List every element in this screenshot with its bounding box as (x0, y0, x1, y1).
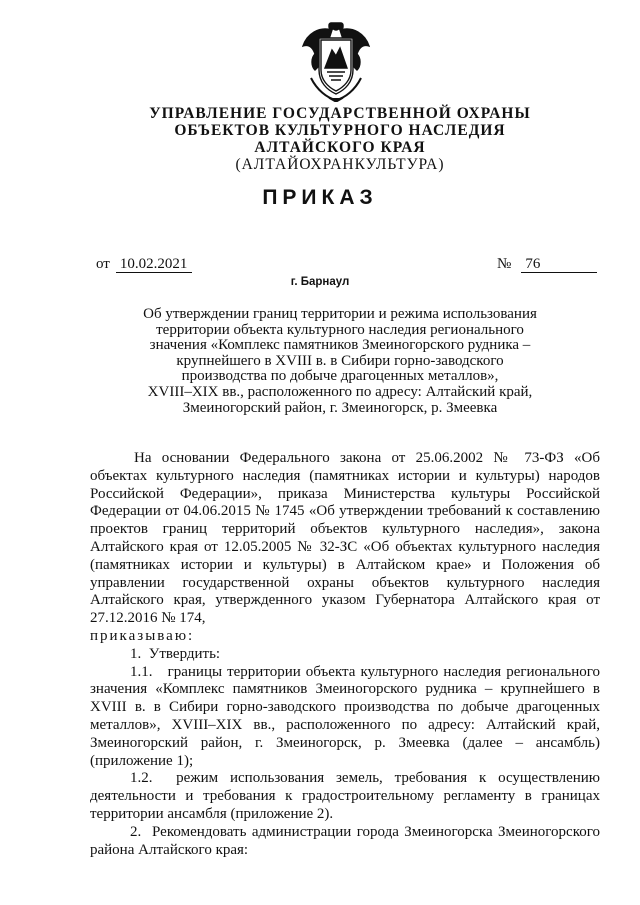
basis-paragraph: На основании Федерального закона от 25.06.2002 № 73-ФЗ «Об объектах культурного наследия (памятниках истории и культуры) народов Российской Федерации», приказа Министерства культуры Российской Федерации от 04.06.2015 № 1745 «Об утверждении требований к составлению проектов границ территорий объектов культурного наследия», закона Алтайского края от 12.05.2005 № 32-ЗС «Об объектах культурного наследия (памятниках истории и культуры) в Алтайском крае» и Положения об управлении государственной охраны объектов культурного наследия Алтайского края, утвержденного указом Губернатора Алтайского края от 27.12.2016 № 174, (90, 450, 600, 627)
item-2: 2. Рекомендовать администрации города Змеиногорска Змеиногорского района Алтайского края: (90, 823, 600, 858)
date-prefix: от (96, 256, 110, 272)
subject-line: территории объекта культурного наследия регионального (156, 321, 524, 338)
subject-line: значения «Комплекс памятников Змеиногорского рудника – (149, 337, 531, 354)
org-line: ОБЪЕКТОВ КУЛЬТУРНОГО НАСЛЕДИЯ (174, 122, 506, 139)
coat-of-arms-emblem (299, 18, 373, 102)
document-body (90, 450, 600, 859)
date-field (96, 256, 192, 273)
subject-line: XVIII–XIX вв., расположенного по адресу: Алтайский край, (147, 383, 533, 400)
number-value: 76 (521, 257, 597, 273)
org-line: УПРАВЛЕНИЕ ГОСУДАРСТВЕННОЙ ОХРАНЫ (149, 105, 531, 122)
organization-name (90, 105, 590, 173)
number-field (497, 256, 597, 273)
item-1-1: 1.1. границы территории объекта культурного наследия регионального значения «Комплекс памятников Змеиногорского рудника – крупнейшего в XVIII в. в Сибири горно-заводского производства по добыче драгоценных металлов», XVIII–XIX вв., расположенного по адресу: Алтайский край, Змеиногорский район, г. Змеиногорск, р. Змеевка (далее – ансамбль) (приложение 1); (90, 663, 600, 769)
decree-word: приказываю: (90, 627, 195, 644)
date-value: 10.02.2021 (116, 257, 192, 273)
subject-line: крупнейшего в XVIII в. в Сибири горно-заводского (176, 352, 504, 369)
subject-line: Об утверждении границ территории и режима использования (143, 306, 537, 322)
document-title: ПРИКАЗ (262, 186, 378, 209)
org-abbreviation: (АЛТАЙОХРАНКУЛЬТУРА) (235, 156, 445, 173)
document-subject (120, 307, 560, 416)
subject-line: Змеиногорский район, г. Змеиногорск, р. Змеевка (182, 399, 498, 416)
number-prefix: № (497, 256, 512, 272)
subject-line: производства по добыче драгоценных металлов», (181, 368, 499, 385)
city-name: г. Барнаул (290, 276, 350, 288)
org-line: АЛТАЙСКОГО КРАЯ (254, 139, 426, 156)
item-1-2: 1.2. режим использования земель, требования к осуществлению деятельности и требования к градостроительному регламенту в границах территории ансамбля (приложение 2). (90, 770, 600, 822)
item-1: 1. Утвердить: (130, 645, 221, 662)
